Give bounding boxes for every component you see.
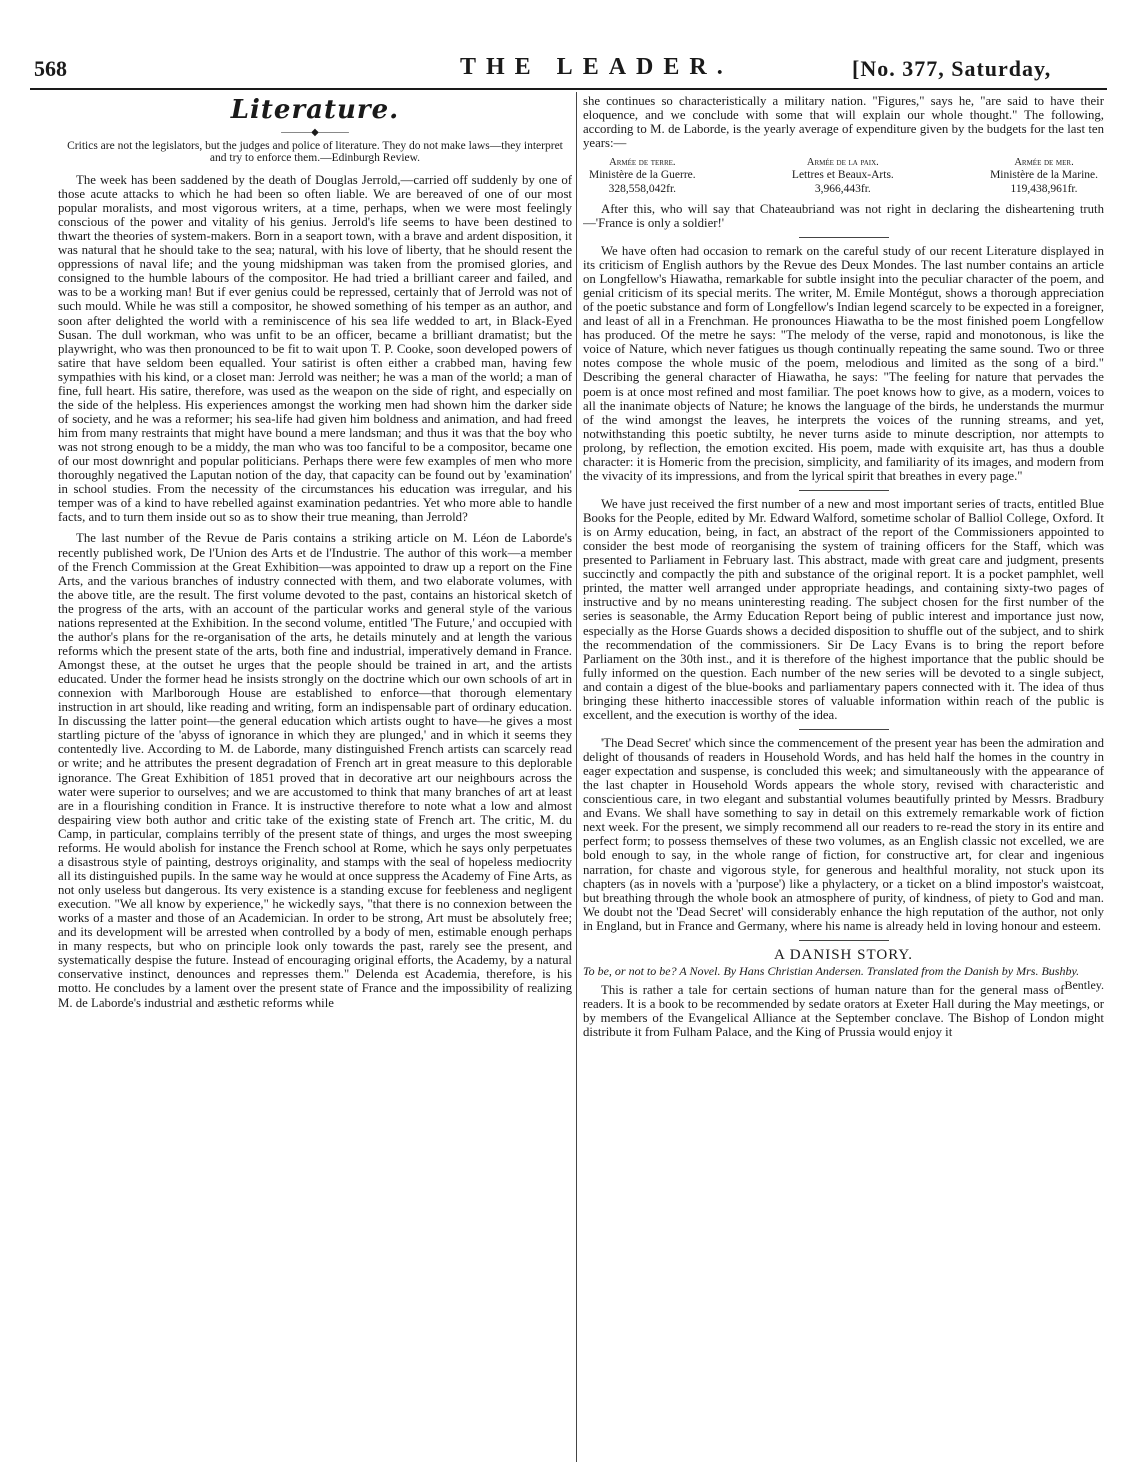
budget-ministry: Ministère de la Marine. [990, 169, 1098, 182]
section-title: Literature. [230, 95, 400, 125]
header-rule [30, 88, 1107, 90]
section-rule [799, 729, 889, 730]
budget-ministry: Lettres et Beaux-Arts. [791, 169, 894, 182]
section-rule [799, 940, 889, 941]
column-divider [576, 92, 577, 1462]
paper-title: THE LEADER. [460, 54, 733, 80]
section-rule [799, 237, 889, 238]
blue-books-paragraph: We have just received the first number of a new and most important series of tracts, entitled Blue Books for the People, edited by Mr. Edward Walford, sometime scholar of Balliol College, Oxford. It is on Army education, being, in fact, an abstract of the report of the Commissioners appointed to consider the best mode of reorganising the system of training officers for the Staff, which was presented to Parliament in February last. This abstract, made with great care and judgment, presents succinctly and compactly the pith and substance of the original report. It is a pocket pamphlet, well printed, the matter well arranged under appropriate headings, and containing sixty-two pages of instructive and by no means uninteresting reading. The subject chosen for the first number of the series is seasonable, the Army Education Report being of public interest and importance just now, especially as the Horse Guards shows a decided disposition to shuffle out of the subject, and to shirk the recommendation of the commissioners. Sir De Lacy Evans is to bring the report before Parliament on the 30th inst., and it is therefore of the highest importance that the public should be fully informed on the question. Each number of the new series will be devoted to a single subject, and contain a digest of the blue-books and parliamentary papers connected with it. The idea of thus bringing these hitherto inaccessible stores of valuable information within reach of the public is excellent, and the execution is worthy of the idea. [583, 496, 1104, 722]
budget-amount: 119,438,961fr. [1010, 182, 1078, 195]
budget-ministry: Ministère de la Guerre. [589, 169, 696, 182]
longfellow-paragraph: We have often had occasion to remark on the careful study of our recent Literature displayed in its criticism of English authors by the Revue des Deux Mondes. The last number contains an article on Longfellow's Hiawatha, remarkable for subtle insight into the peculiar character of the poem, and genial criticism of its special merits. The writer, M. Emile Montégut, shows a thorough appreciation of the poetic substance and form of Longfellow's Indian legend scarcely to be expected in a foreigner, and least of all in a Frenchman. He pronounces Hiawatha to be the most finished poem Longfellow has produced. Of the metre he says: "The melody of the verse, rapid and monotonous, is like the voice of Nature, which never fatigues us though continually repeating the same sound. Two or three notes compose the whole music of the poem, melodious and limited as the song of a bird." Describing the general character of Hiawatha, he says: "The feeling for nature that pervades the poem is at once most refined and most familiar. The poet knows how to give, as a modern, voices to all the inanimate objects of Nature; he knows the language of the birds, he understands the murmur of the wind amongst the leaves, he interprets the voices of the running streams, and yet, notwithstanding this poetic subtilty, he never turns aside to minute description, nor attempts to prolong, by reflection, the emotion excited. His poem, made with exquisite art, has thus a double character: it is Homeric from the precision, simplicity, and familiarity of its images, and modern from the vivacity of its impressions, and from the lyrical spirit that breathes in every page." [583, 243, 1104, 483]
ornament-divider: ―――◆――― [281, 126, 349, 138]
continuation-paragraph: she continues so characteristically a military nation. "Figures," says he, "are said to have their eloquence, and we conclude with some that will explain our whole thought." The following, according to M. de Laborde, is the yearly average of expenditure given by the budgets for the last ten years:— [583, 94, 1104, 151]
running-head [0, 0, 1131, 92]
budget-table [589, 157, 1098, 196]
book-reference: To be, or not to be? A Novel. By Hans Christian Andersen. Translated from the Danish by Mrs. Bushby. [583, 964, 1080, 979]
budget-amount: 3,966,443fr. [814, 182, 871, 195]
budget-entry [990, 157, 1098, 196]
story-title: A DANISH STORY. [773, 946, 914, 963]
laborde-article-paragraph: The last number of the Revue de Paris contains a striking article on M. Léon de Laborde's recently published work, De l'Union des Arts et de l'Industrie. The author of this work—a member of the French Commission at the Great Exhibition—was appointed to draw up a report on the Fine Arts, and the various branches of industry connected with them, and two elaborate volumes, with the above title, are the result. The first volume devoted to the past, contains an historical sketch of the progress of the arts, with an account of the particular works and general style of the various nations represented at the Exhibition. In the second volume, entitled 'The Future,' and occupied with the author's plans for the re-organisation of the arts, he details minutely and at length the various reforms which the present state of the arts, both fine and industrial, imperatively demand in France. Amongst these, at the outset he urges that the people should be trained in art, and the artists educated. Under the former head he insists strongly on the doctrine which our own schools of art in connexion with Marlborough House are established to enforce—that thorough elementary instruction in art should, like reading and writing, form an indispensable part of ordinary education. In discussing the latter point—the general education which artists ought to have—he gives a most startling picture of the 'abyss of ignorance in which they are plunged,' and in which it seems they contentedly live. According to M. de Laborde, many distinguished French artists can scarcely read or write; and he attributes the present degradation of French art in great measure to this deplorable ignorance. The Great Exhibition of 1851 proved that in decorative art our neighbours across the water were superior to ourselves; and we are accustomed to think that many branches of art at least are in a flourishing condition in France. It is instructive therefore to note what a low and almost despairing view both author and critic take of the existing state of French art. The critic, M. du Camp, in particular, complains terribly of the present state of things, and urges the most sweeping reforms. He would abolish for instance the French school at Rome, which he says only perpetuates a disastrous style of painting, destroys originality, and stamps with the seal of hopeless mediocrity all its distinguished pupils. In the same way he would at once suppress the Academy of Fine Arts, as not only useless but dangerous. Its very existence is a standing excuse for feebleness and negligent execution. "We all know by experience," he wickedly says, "that there is no connexion between the works of a master and those of an Academician. In order to be strong, Art must be absolutely free; and its development will be arrested when controlled by a body of men, estimable enough perhaps in many respects, but who on principle look only towards the past, rarely see the present, and systematically despise the future. Instead of encouraging original efforts, the Academy, by a natural conservative instinct, denounces and represses them." Delenda est Academia, therefore, is his motto. He concludes by a lament over the present state of France and the impossibility of realizing M. de Laborde's industrial and æsthetic reforms while [58, 531, 572, 1010]
review-reference [583, 964, 1104, 992]
budget-entry [792, 157, 894, 196]
budget-heading: Armée de terre. [609, 157, 676, 169]
dead-secret-paragraph: 'The Dead Secret' which since the commencement of the present year has been the admiration and delight of thousands of readers in Household Words, and has held half the homes in the country in eager expectation and suspense, is concluded this week; and simultaneously with the appearance of the last chapter in Household Words appears the whole story, revised with characteristic and conscientious care, in two elegant and substantial volumes beautifully printed by Messrs. Bradbury and Evans. We shall have something to say in detail on this extremely remarkable work of fiction next week. For the present, we simply recommend all our readers to re-read the story in its entire and perfect form; to possess themselves of these two volumes, as an English classic not excelled, we are bold enough to say, in the whole range of fiction, for constructive art, for clear and ingenious narration, for chaste and vigorous style, for generous and healthful morality, not stuck upon its chapters (as in novels with a 'purpose') like a phylactery, or a ticket on a blind impostor's waistcoat, but breathing through the whole book an atmosphere of purity, of kindness, of piety to God and man. We doubt not the 'Dead Secret' will considerably enhance the high reputation of the author, not only in England, but in France and Germany, where his name is already held in loving honour and esteem. [583, 735, 1104, 933]
page-number: 568 [34, 56, 67, 81]
jerrold-obituary-paragraph: The week has been saddened by the death of Douglas Jerrold,—carried off suddenly by one of those acute attacks to which he had been so often liable. We are bereaved of one of our most popular moralists, and most vigorous writers, at a time, perhaps, when we were most feelingly conscious of the power and vitality of his genius. Jerrold's life seems to have been destined to thwart the theories of system-makers. Born in a seaport town, with a brave and ardent disposition, it was natural that he should take to the sea; natural, with his love of liberty, that he should resent the oppressions of naval life; and the young midshipman was taken from the promised glories, and consigned to the humble labours of the compositor. He had tried a brilliant career and failed, and was to be a working man! But if ever genius could be repressed, certainly that of Jerrold was not of such mould. While he was still a compositor, he showed something of his temper as an author, and soon after delighted the world with a reminiscence of his sea life wedded to art, in Black-Eyed Susan. The dull workman, who was unfit to be an officer, became a brilliant dramatist; but the playwright, who was then pronounced to be fit to wait upon T. P. Cooke, soon developed powers of satire that have seldom been equalled. Your satirist is often either a crabbed man, having few sympathies with his kind, or a closet man: Jerrold was neither; he was a man of the world; a man of fine, full heart. His satire, therefore, was used as the weapon on the side of right, and especially on the side of the helpless. His experiences amongst the working men had shown him the darker side of society, and he was a reformer; his sea-life had given him boldness and animation, and had freed him from many restraints that might have bound a mere landsman; and thus it was that the boy who was not strong enough to be a middy, the man who was too fanciful to be a compositor, became one of our most downright and popular politicians. Perhaps there were few examples of men who more thoroughly negatived the Laputan notion of the day, that capacity can be found out by 'examination' in school studies. From the necessity of the circumstances his education was irregular, and his temper was of a kind to have rebelled against examination pedantries. Yet who more able to handle facts, and to turn them inside out so as to show their true meaning, than Jerrold? [58, 172, 572, 525]
section-rule [799, 490, 889, 491]
budget-conclusion: After this, who will say that Chateaubriand was not right in declaring the disheartening truth—'France is only a soldier!' [583, 201, 1104, 230]
budget-entry [589, 157, 696, 196]
budget-heading: Armée de la paix. [806, 157, 879, 169]
section-motto: Critics are not the legislators, but the judges and police of literature. They do not make laws—they interpret and try to enforce them.—Edinburgh Review. [67, 139, 563, 165]
budget-amount: 328,558,042fr. [608, 182, 677, 195]
publisher: Bentley. [1064, 977, 1104, 992]
danish-story-paragraph: This is rather a tale for certain sections of human nature than for the general mass of readers. It is a book to be recommended by sedate orators at Exeter Hall during the May meetings, or by members of the Evangelical Alliance at the September conclave. The Bishop of London might distribute it from Fulham Palace, and the King of Prussia would enjoy it [583, 982, 1104, 1039]
left-column [58, 94, 572, 1458]
budget-heading: Armée de mer. [1014, 157, 1074, 169]
issue-reference: [No. 377, Saturday, [852, 56, 1052, 81]
right-column [583, 94, 1104, 1458]
